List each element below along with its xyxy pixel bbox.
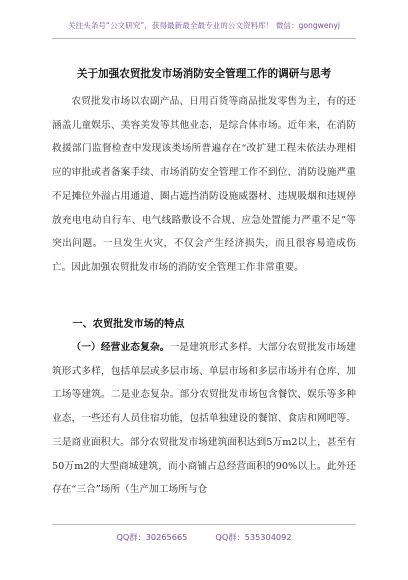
promo-header: 关注头条号“公文研究”，获得最新最全最专业的公文资料库！ 微信：gongwenyj <box>68 21 340 30</box>
subsection-paragraph-text <box>52 336 356 502</box>
subsection-heading: （一）经营业态复杂。 <box>71 342 170 353</box>
qq-value-2: 535304092 <box>244 532 292 542</box>
subsection-body: 一是建筑形式多样。大部分农贸批发市场建筑形式多样，包括单层或多层市场、单层市场和多层市场并有仓库、加工场等建筑。二是业态复杂。部分农贸批发市场包含餐饮、娱乐等多种业态，一些还有人员住宿功能，包括单独建设的餐馆、食店和网吧等。三是商业面积大。部分农贸批发市场建筑面积达到5万m2以上，甚至有50万m2的大型商城建筑，而小商铺占总经营面积的90%以上。此外还存在“三合”场所（生产加工场所与仓 <box>52 342 356 496</box>
subsection-paragraph <box>52 336 356 502</box>
qq-label-2: QQ群： <box>215 532 245 542</box>
intro-paragraph-text: 农贸批发市场以农副产品、日用百货等商品批发零售为主，有的还涵盖儿童娱乐、美容美发等其他业态，是综合体市场。近年来，在消防救援部门监督检查中发现该类场所普遍存在“改扩建工程未依法办理相应的审批或者备案手续、市场消防安全管理工作不到位、消防设施严重不足摊位外溢占用通道、圈占遮挡消防设施威器材、违规吸烟和违规停放充电电动自行车、电气线路敷设不合规、应急处置能力严重不足”等突出问题。一旦发生火灾，不仅会产生经济损失，而且很容易造成伤亡。因此加强农贸批发市场的消防安全管理工作非常重要。 <box>52 96 356 273</box>
qq-group-1 <box>116 532 187 542</box>
section-heading: 一、农贸批发市场的特点 <box>72 318 185 330</box>
footer-divider <box>52 524 356 525</box>
footer-contacts <box>0 532 408 543</box>
intro-paragraph <box>52 90 356 280</box>
header-divider <box>52 38 356 39</box>
qq-value-1: 30265665 <box>145 532 188 542</box>
qq-label-1: QQ群： <box>116 532 146 542</box>
qq-group-2 <box>215 532 291 542</box>
document-title: 关于加强农贸批发市场消防安全管理工作的调研与思考 <box>76 68 332 80</box>
